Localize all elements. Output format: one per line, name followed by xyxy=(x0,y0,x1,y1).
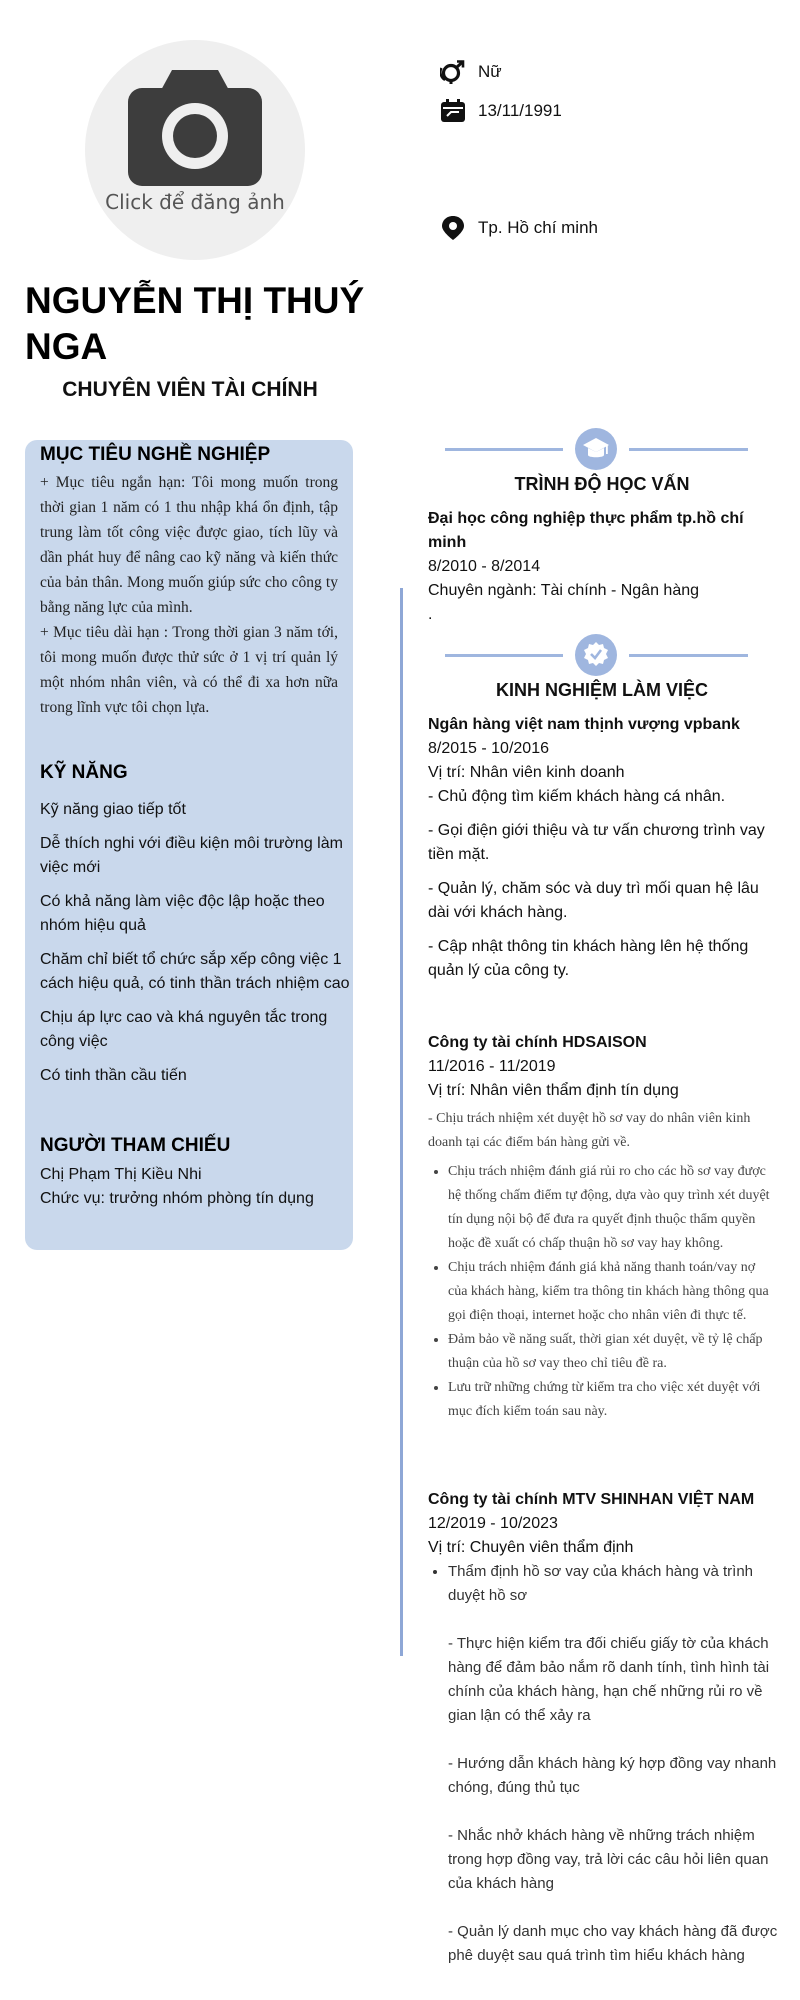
job-duty-item: - Chủ động tìm kiếm khách hàng cá nhân. xyxy=(428,788,726,805)
left-panel xyxy=(25,440,353,1250)
gender-row xyxy=(440,60,502,84)
reference-name: Chị Phạm Thị Kiều Nhi xyxy=(40,1166,202,1183)
skill-item: Dễ thích nghi với điều kiện môi trường làm việc mới xyxy=(40,835,343,876)
address-row xyxy=(440,215,598,241)
calendar-icon xyxy=(440,99,466,123)
job-duty-item: - Quản lý danh mục cho vay khách hàng đã được phê duyệt sau quá trình tìm hiểu khách hàng xyxy=(448,1923,778,1964)
timeline-line xyxy=(400,588,403,1656)
skill-item: Chịu áp lực cao và khá nguyên tắc trong công việc xyxy=(40,1009,328,1050)
job-duty-item: - Hướng dẫn khách hàng ký hợp đồng vay nhanh chóng, đúng thủ tục xyxy=(448,1755,777,1796)
job-duty-item: • Thẩm định hồ sơ vay của khách hàng và trình duyệt hồ sơ xyxy=(448,1560,778,1608)
job-company: Công ty tài chính HDSAISON xyxy=(428,1034,647,1051)
job-period: 12/2019 - 10/2023 xyxy=(428,1515,558,1532)
experience-divider xyxy=(445,634,748,678)
job-duty-item: • Chịu trách nhiệm đánh giá khả năng thanh toán/vay nợ của khách hàng, kiểm tra thông tin khách hàng thông qua gọi điện thoại, internet hoặc cho nhân viên đi thực tế. xyxy=(448,1256,778,1328)
job-period: 8/2015 - 10/2016 xyxy=(428,740,549,757)
job-duty-item: - Gọi điện giới thiệu và tư vấn chương trình vay tiền mặt. xyxy=(428,822,765,863)
skill-item: Có khả năng làm việc độc lập hoặc theo nhóm hiệu quả xyxy=(40,893,325,934)
job-duty-item: - Nhắc nhở khách hàng về những trách nhiệm trong hợp đồng vay, trả lời các câu hỏi liên quan của khách hàng xyxy=(448,1827,769,1892)
job-duty-item: - Cập nhật thông tin khách hàng lên hệ thống quản lý của công ty. xyxy=(428,938,749,979)
avatar-upload[interactable] xyxy=(85,40,305,260)
gender-icon xyxy=(440,60,466,84)
skills-list xyxy=(40,798,350,1098)
job-duty-item: - Thực hiện kiểm tra đối chiếu giấy tờ của khách hàng để đảm bảo nắm rõ danh tính, tình hình tài chính của khách hàng, hạn chế những rủi ro về gian lận có thể xảy ra xyxy=(448,1635,770,1724)
job-title: CHUYÊN VIÊN TÀI CHÍNH xyxy=(62,378,318,401)
avatar-upload-label: Click để đăng ảnh xyxy=(105,190,285,214)
job-position: Vị trí: Nhân viên thẩm định tín dụng xyxy=(428,1082,679,1099)
objective-long-term: + Mục tiêu dài hạn : Trong thời gian 3 năm tới, tôi mong muốn được thử sức ở 1 vị trí quản lý một nhóm nhân viên, và có thể đi xa hơn nữa trong lĩnh vực tôi chọn lựa. xyxy=(40,624,338,716)
location-pin-icon xyxy=(440,215,466,241)
job-intro: - Chịu trách nhiệm xét duyệt hồ sơ vay do nhân viên kinh doanh tại các điểm bán hàng gửi về. xyxy=(428,1111,751,1150)
verified-badge-icon xyxy=(582,641,610,669)
objective-heading: MỤC TIÊU NGHỀ NGHIỆP xyxy=(40,444,271,465)
experience-heading: KINH NGHIỆM LÀM VIỆC xyxy=(495,680,708,700)
objective-short-term: + Mục tiêu ngắn hạn: Tôi mong muốn trong thời gian 1 năm có 1 thu nhập khá ổn định, tập trung làm tốt công việc được giao, tích lũy và dần phát huy để nâng cao kỹ năng và kiến thức của bản thân. Mong muốn giúp sức cho công ty bằng năng lực của mình. xyxy=(40,474,338,616)
graduation-cap-icon xyxy=(582,435,610,463)
full-name: NGUYỄN THỊ THUÝ NGA xyxy=(25,280,365,367)
job-duty-item: • Chịu trách nhiệm đánh giá rủi ro cho các hồ sơ vay được hệ thống chấm điểm tự động, dựa vào quy trình xét duyệt tín dụng nội bộ để đưa ra quyết định thuộc thẩm quyền hoặc đề xuất có chấp thuận hồ sơ vay hay không. xyxy=(448,1160,778,1256)
reference-position: Chức vụ: trưởng nhóm phòng tín dụng xyxy=(40,1190,314,1207)
education-note: . xyxy=(428,606,433,623)
job-duty-item: - Quản lý, chăm sóc và duy trì mối quan hệ lâu dài với khách hàng. xyxy=(428,880,759,921)
birthday-value: 13/11/1991 xyxy=(478,101,562,120)
objective-text xyxy=(40,470,338,720)
job-duties xyxy=(448,1632,780,1992)
job-duties xyxy=(428,785,778,993)
job-period: 11/2016 - 11/2019 xyxy=(428,1058,556,1075)
address-value: Tp. Hồ chí minh xyxy=(478,218,598,237)
reference-heading: NGƯỜI THAM CHIẾU xyxy=(40,1135,231,1156)
job-position: Vị trí: Chuyên viên thẩm định xyxy=(428,1539,634,1556)
gender-value: Nữ xyxy=(478,62,502,81)
birthday-row xyxy=(440,99,562,123)
job-duty-item: • Đảm bảo về năng suất, thời gian xét duyệt, về tỷ lệ chấp thuận của hồ sơ vay theo chỉ tiêu đề ra. xyxy=(448,1328,778,1376)
skills-heading: KỸ NĂNG xyxy=(40,762,128,783)
education-major: Chuyên ngành: Tài chính - Ngân hàng xyxy=(428,582,700,599)
job-company: Ngân hàng việt nam thịnh vượng vpbank xyxy=(428,716,740,733)
education-period: 8/2010 - 8/2014 xyxy=(428,558,541,575)
education-divider xyxy=(445,428,748,472)
education-school: Đại học công nghiệp thực phẩm tp.hồ chí minh xyxy=(428,510,744,551)
job-duties xyxy=(428,1160,778,1424)
job-company: Công ty tài chính MTV SHINHAN VIỆT NAM xyxy=(428,1491,755,1508)
education-heading: TRÌNH ĐỘ HỌC VẤN xyxy=(514,474,690,494)
skill-item: Có tinh thần cầu tiến xyxy=(40,1067,187,1084)
job-duty-item: • Lưu trữ những chứng từ kiểm tra cho việc xét duyệt với mục đích kiểm toán sau này. xyxy=(448,1376,778,1424)
skill-item: Kỹ năng giao tiếp tốt xyxy=(40,801,186,818)
job-bullet-list xyxy=(428,1560,778,1608)
skill-item: Chăm chỉ biết tổ chức sắp xếp công việc 1 cách hiệu quả, có tinh thần trách nhiệm cao xyxy=(40,951,350,992)
job-position: Vị trí: Nhân viên kinh doanh xyxy=(428,764,625,781)
camera-icon xyxy=(128,70,262,186)
